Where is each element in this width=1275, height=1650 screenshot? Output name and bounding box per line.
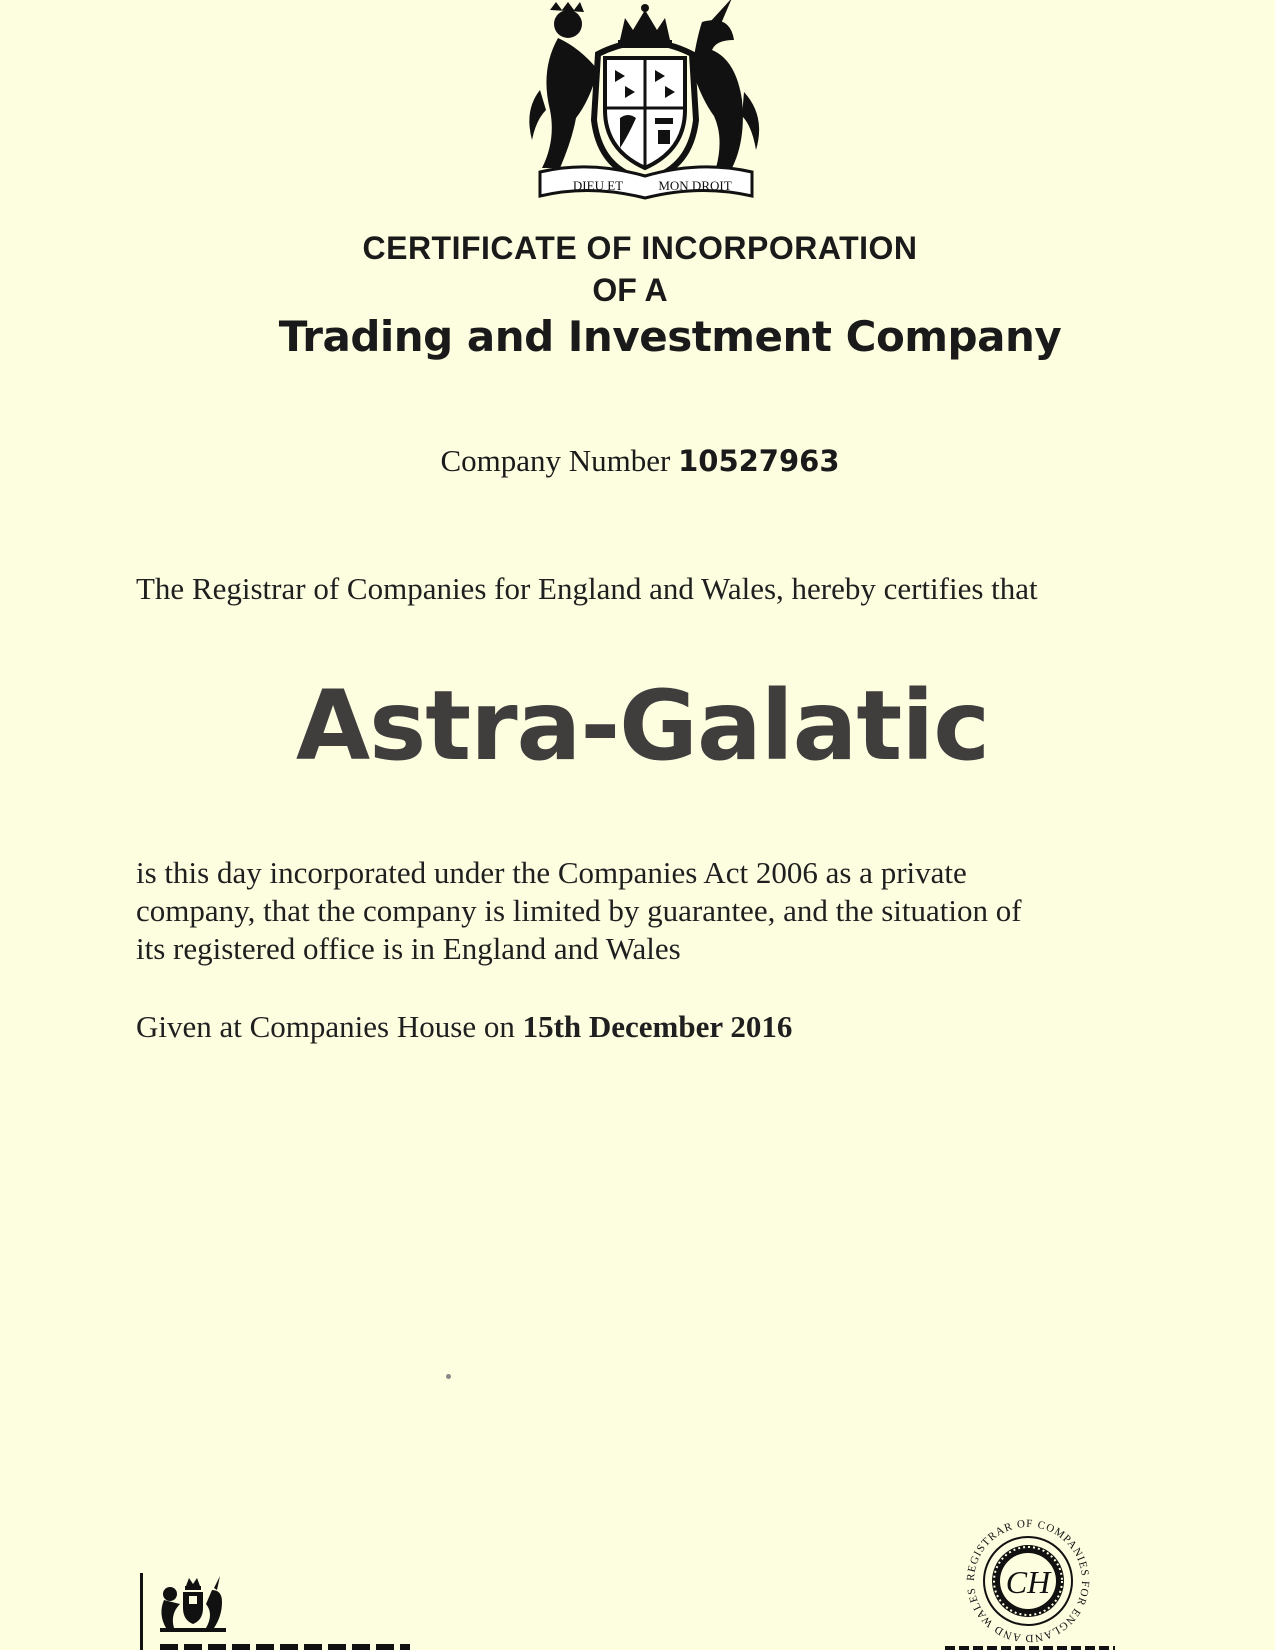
gov-logo-text-cutoff	[160, 1644, 410, 1650]
registrar-seal-icon	[960, 1513, 1096, 1649]
small-royal-crest-icon	[156, 1574, 230, 1634]
incorporation-line-3: its registered office is in England and Wales	[136, 931, 681, 966]
certificate-title: CERTIFICATE OF INCORPORATION	[362, 230, 918, 266]
incorporation-line-1: is this day incorporated under the Companies Act 2006 as a private	[136, 855, 967, 890]
seal-monogram: CH	[1005, 1564, 1051, 1600]
given-date: 15th December 2016	[522, 1009, 793, 1044]
given-at-line	[136, 1008, 792, 1046]
company-number-line	[0, 443, 1275, 479]
company-number-value: 10527963	[678, 444, 840, 478]
motto-right: MON DROIT	[658, 178, 732, 193]
motto-left: DIEU ET	[572, 178, 624, 193]
seal-caption-cutoff	[945, 1646, 1115, 1650]
company-number-label: Company Number	[440, 443, 671, 478]
incorporation-line-2: company, that the company is limited by guarantee, and the situation of	[136, 893, 1022, 928]
incorporation-paragraph	[136, 854, 1022, 968]
royal-coat-of-arms-icon	[520, 0, 770, 200]
registrar-statement: The Registrar of Companies for England and Wales, hereby certifies that	[136, 571, 1038, 606]
company-type-title: Trading and Investment Company	[278, 312, 1062, 361]
seal-ring-text: REGISTRAR OF COMPANIES FOR ENGLAND AND WALES	[964, 1517, 1092, 1645]
gov-logo-rule	[140, 1573, 143, 1650]
certificate-title-of-a: OF A	[592, 272, 668, 308]
given-label: Given at Companies House on	[136, 1009, 515, 1044]
speck-mark	[446, 1374, 451, 1379]
company-name: Astra-Galatic	[295, 670, 990, 782]
